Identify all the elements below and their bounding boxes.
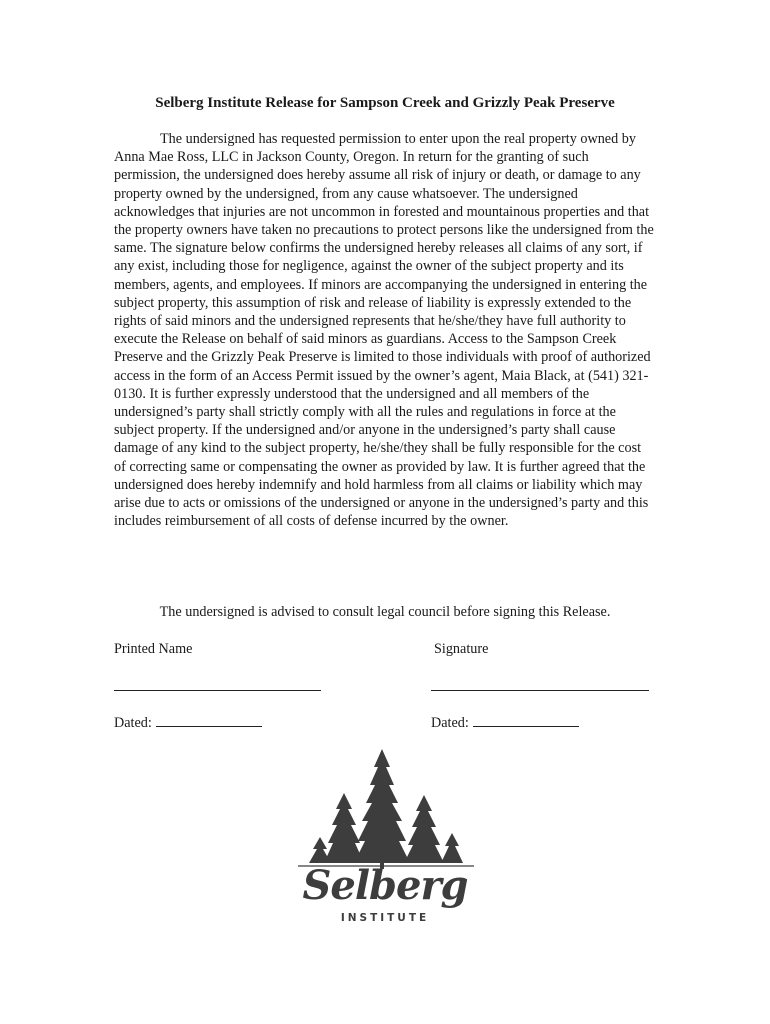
legal-advice-note: The undersigned is advised to consult legal council before signing this Release. bbox=[159, 604, 611, 620]
dated-label-right: Dated: bbox=[431, 715, 469, 731]
dated-field-left bbox=[114, 713, 262, 732]
printed-name-line[interactable] bbox=[114, 690, 321, 691]
logo-subtitle: INSTITUTE bbox=[340, 912, 430, 924]
dated-field-right bbox=[431, 713, 579, 732]
document-title: Selberg Institute Release for Sampson Creek and Grizzly Peak Preserve bbox=[155, 95, 615, 111]
logo-wordmark: Selberg bbox=[302, 862, 468, 909]
dated-blank-right[interactable] bbox=[473, 713, 579, 727]
signature-label: Signature bbox=[434, 641, 489, 657]
printed-name-label: Printed Name bbox=[114, 641, 193, 657]
dated-blank-left[interactable] bbox=[156, 713, 262, 727]
release-body bbox=[114, 130, 656, 530]
signature-line[interactable] bbox=[431, 690, 649, 691]
dated-label-left: Dated: bbox=[114, 715, 152, 731]
release-paragraph: The undersigned has requested permission to enter upon the real property owned by Anna Mae Ross, LLC in Jackson County, Oregon. In return for the granting of such permission, the undersigned does hereby assume all risk of injury or death, or damage to any property owned by the undersigned, from any cause whatsoever. The undersigned acknowledges that injuries are not uncommon in forested and mountainous properties and that the property owners have taken no precautions to protect persons like the undersigned from the same. The signature below confirms the undersigned hereby releases all claims of any sort, if any exist, including those for negligence, against the owner of the subject property and its members, agents, and employees. If minors are accompanying the undersigned in entering the subject property, this assumption of risk and release of liability is expressly extended to the rights of said minors and the undersigned represents that he/she/they have full authority to execute the Release on behalf of said minors as guardians. Access to the Sampson Creek Preserve and the Grizzly Peak Preserve is limited to those individuals with proof of authorized access in the form of an Access Permit issued by the owner’s agent, Maia Black, at (541) 321-0130. It is further expressly understood that the undersigned and all members of the undersigned’s party shall strictly comply with all the rules and regulations in force at the subject property. If the undersigned and/or anyone in the undersigned’s party shall cause damage of any kind to the subject property, he/she/they shall be fully responsible for the cost of correcting same or compensating the owner as provided by law. It is further agreed that the undersigned does hereby indemnify and hold harmless from all claims or liability which may arise due to acts or omissions of the undersigned or anyone in the undersigned’s party and this includes reimbursement of all costs of defense incurred by the owner. bbox=[114, 131, 654, 530]
tree-icon bbox=[309, 749, 463, 869]
